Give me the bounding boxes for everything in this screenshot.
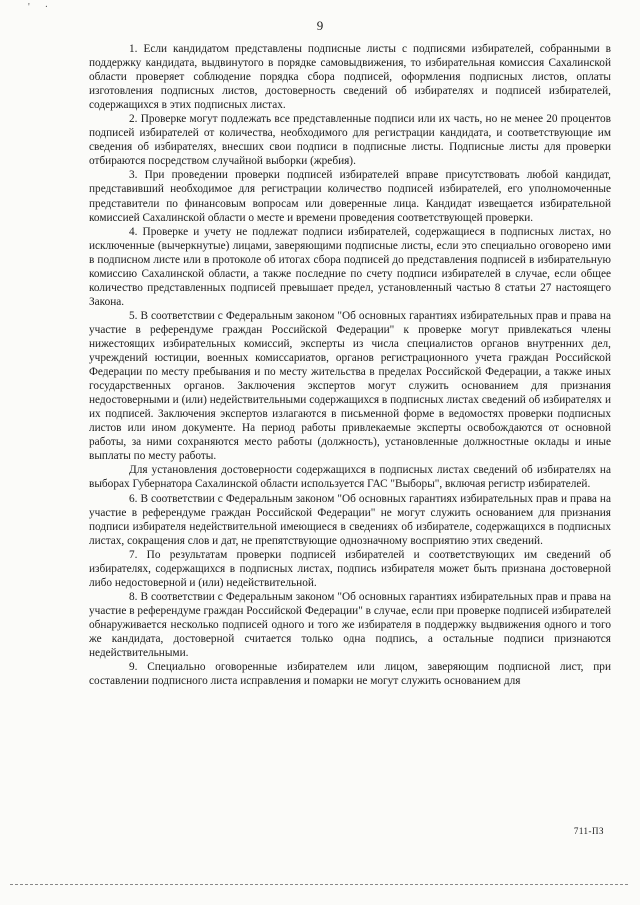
paragraph-4: 4. Проверке и учету не подлежат подписи избирателей, содержащиеся в подписных листах, но исключенные (вычеркнутые) лицами, заверяющими подписные листы, если это специально оговорено ими в подписном листе или в протоколе об итогах сбора подписей до представления подписей в избирательную комиссию Сахалинской области, а также последние по счету подписи избирателей в случае, если общее количество представленных подписей превышает предел, установленный частью 8 статьи 27 настоящего Закона.: [89, 225, 611, 308]
scan-artifact-line: [10, 884, 628, 886]
document-body: [89, 42, 611, 688]
paragraph-6: 6. В соответствии с Федеральным законом "Об основных гарантиях избирательных прав и права на участие в референдуме граждан Российской Федерации" не могут служить основанием для признания подписи избирателя недействительной имеющиеся в сведениях об избирателе, содержащихся в подписных листах, сокращения слов и дат, не препятствующие однозначному восприятию этих сведений.: [89, 492, 611, 547]
paragraph-9: 9. Специально оговоренные избирателем или лицом, заверяющим подписной лист, при составлении подписного листа исправления и помарки не могут служить основанием для: [89, 661, 611, 688]
document-code: 711-ПЗ: [573, 826, 604, 836]
scan-artifact: ' ·: [28, 2, 49, 13]
paragraph-5: 5. В соответствии с Федеральным законом "Об основных гарантиях избирательных прав и права на участие в референдуме граждан Российской Федерации" к проверке могут привлекаться члены нижестоящих избирательных комиссий, эксперты из числа специалистов органов внутренних дел, учреждений юстиции, военных комиссариатов, органов регистрационного учета граждан Российской Федерации по месту пребывания и по месту жительства в пределах Российской Федерации, а также иных государственных органов. Заключения экспертов могут служить основанием для признания недостоверными и (или) недействительными содержащихся в подписных листах сведений об избирателях и их подписей. Заключения экспертов излагаются в письменной форме в ведомостях проверки подписных листов или ином документе. На период работы привлекаемые эксперты освобождаются от основной работы, за ними сохраняются место работы (должность), установленные должностные оклады и иные выплаты по месту работы.: [89, 309, 611, 463]
paragraph-2: 2. Проверке могут подлежать все представленные подписи или их часть, но не менее 20 процентов подписей избирателей от количества, необходимого для регистрации кандидата, и соответствующие им сведения об избирателях, внесших свои подписи в подписные листы. Подписные листы для проверки отбираются посредством случайной выборки (жребия).: [89, 113, 611, 168]
paragraph-8: 8. В соответствии с Федеральным законом "Об основных гарантиях избирательных прав и права на участие в референдуме граждан Российской Федерации" в случае, если при проверке подписей избирателей обнаруживается несколько подписей одного и того же избирателя в поддержку выдвижения одного и того же кандидата, достоверной считается только одна подпись, а остальные подписи признаются недействительными.: [89, 590, 611, 660]
page-number: 9: [316, 18, 324, 33]
paragraph-1: 1. Если кандидатом представлены подписные листы с подписями избирателей, собранными в поддержку кандидата, выдвинутого в порядке самовыдвижения, то избирательная комиссия Сахалинской области проверяет соблюдение порядка сбора подписей, оформления подписных листов, оплаты изготовления подписных листов, достоверность сведений об избирателях и подписей избирателей, содержащихся в этих подписных листах.: [89, 43, 611, 112]
paragraph-5-addendum: Для установления достоверности содержащихся в подписных листах сведений об избирателях на выборах Губернатора Сахалинской области используется ГАС "Выборы", включая регистр избирателей.: [89, 464, 611, 491]
paragraph-7: 7. По результатам проверки подписей избирателей и соответствующих им сведений об избирателях, содержащихся в подписных листах, подпись избирателя может быть признана достоверной либо недостоверной и (или) недействительной.: [89, 548, 611, 589]
paragraph-3: 3. При проведении проверки подписей избирателей вправе присутствовать любой кандидат, представивший необходимое для регистрации количество подписей избирателей, его уполномоченные представители по финансовым вопросам или доверенные лица. Кандидат извещается избирательной комиссией Сахалинской области о месте и времени проведения соответствующей проверки.: [89, 169, 611, 224]
